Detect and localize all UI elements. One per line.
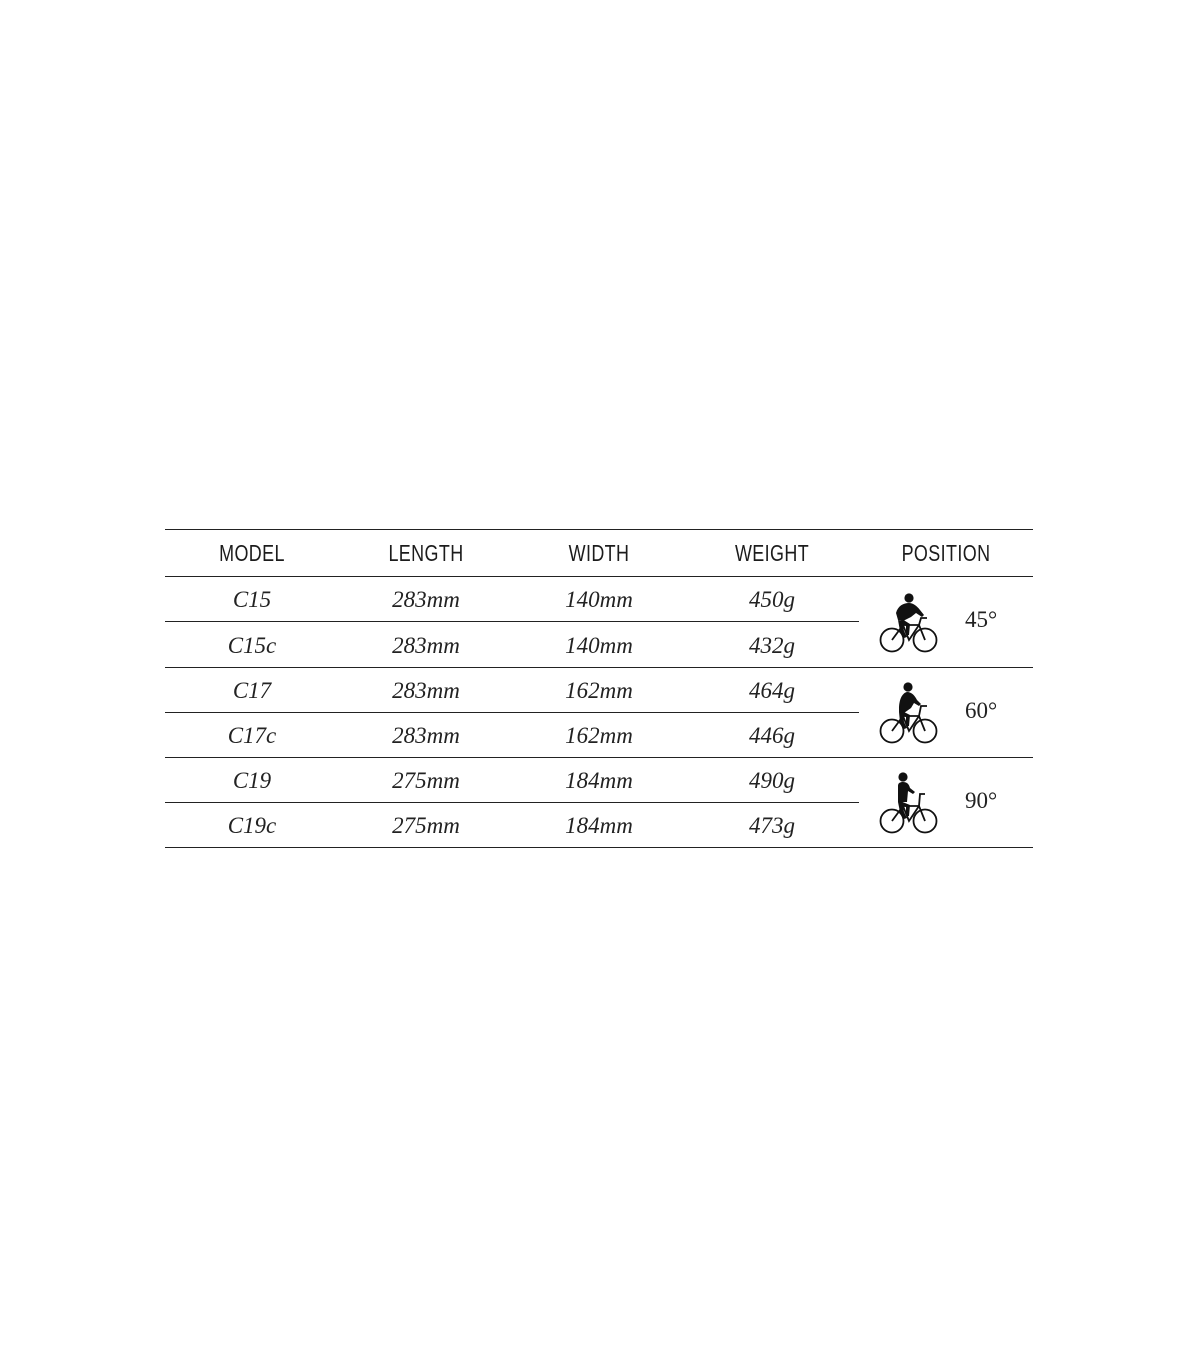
position-angle: 60° [965,698,998,723]
cell-weight: 464g [749,677,795,703]
cell-length: 283mm [392,632,460,658]
cell-weight: 446g [749,722,795,748]
cell-length: 283mm [392,722,460,748]
cell-length: 283mm [392,677,460,703]
cell-length: 275mm [392,767,460,793]
cell-width: 184mm [565,767,633,793]
cell-model: C19 [232,767,272,793]
spec-table [165,529,1033,849]
position-angle: 45° [965,607,998,632]
cell-weight: 432g [749,632,795,658]
header-weight: WEIGHT [734,540,810,566]
header-position: POSITION [901,540,991,566]
cell-width: 184mm [565,812,633,838]
header-length: LENGTH [388,540,464,566]
cell-weight: 490g [749,767,795,793]
cell-weight: 473g [749,812,795,838]
cell-length: 283mm [392,586,460,612]
position-angle: 90° [965,788,998,813]
position-group-90 [859,758,1033,848]
cyclist-90-icon [879,772,939,834]
cell-model: C15c [227,632,277,658]
cell-width: 140mm [565,586,633,612]
cell-model: C19c [227,812,277,838]
table-top-rule [165,529,1033,530]
cell-width: 162mm [565,677,633,703]
header-model: MODEL [219,540,285,566]
position-group-60 [859,668,1033,758]
position-group-45 [859,577,1033,667]
cell-weight: 450g [749,586,795,612]
cell-width: 162mm [565,722,633,748]
cell-length: 275mm [392,812,460,838]
cell-model: C17c [227,722,277,748]
cell-width: 140mm [565,632,633,658]
cell-model: C17 [232,677,272,703]
cyclist-45-icon [879,591,939,653]
cell-model: C15 [232,586,272,612]
header-width: WIDTH [568,540,630,566]
cyclist-60-icon [879,682,939,744]
